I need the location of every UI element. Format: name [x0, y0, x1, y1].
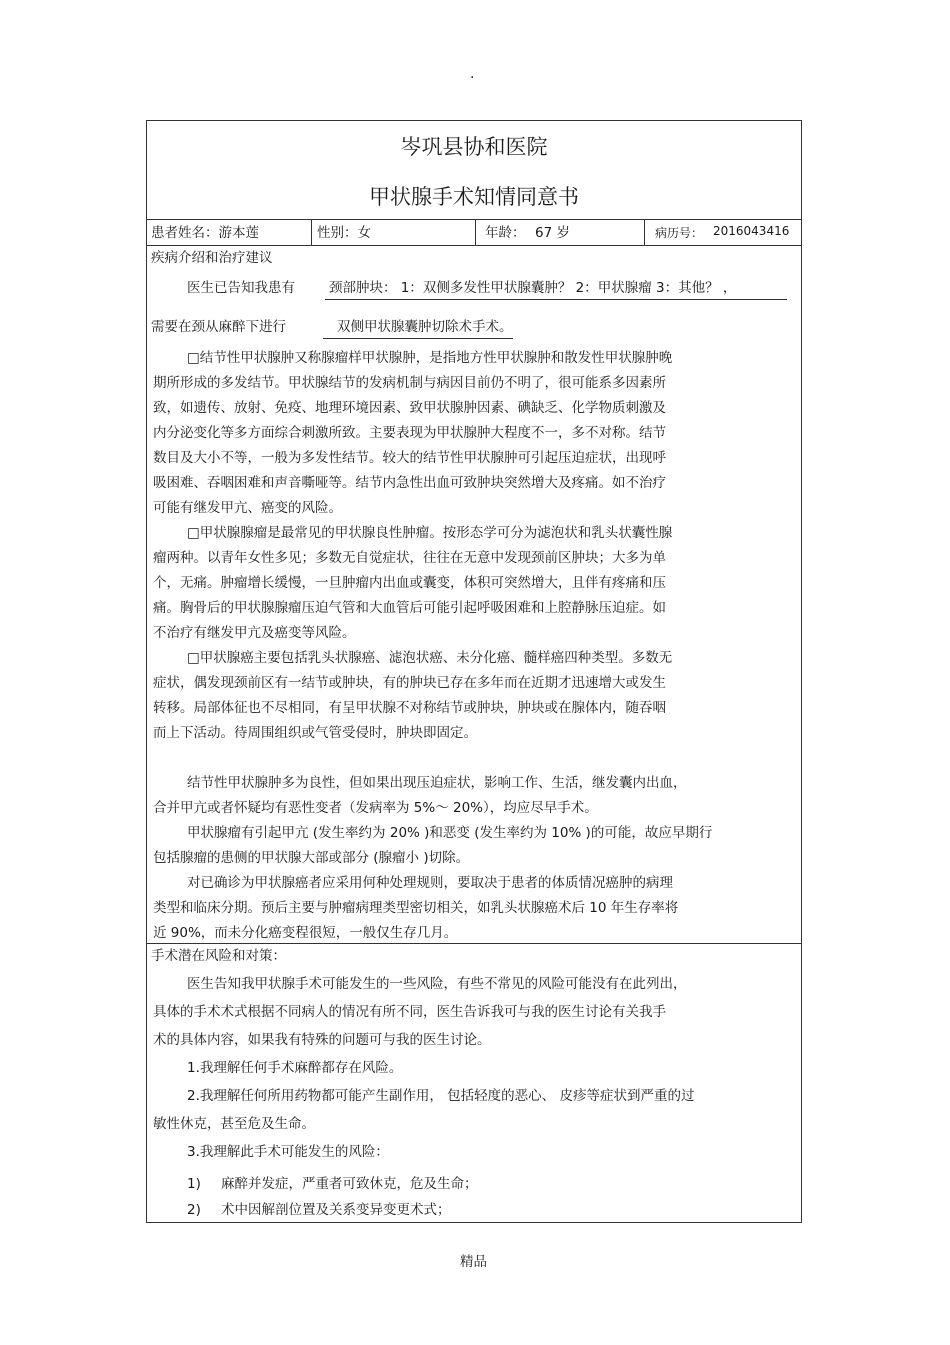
diagnosis-text: 颈部肿块： 1：双侧多发性甲状腺囊肿？ 2：甲状腺瘤 3：其他？ ， — [329, 280, 737, 296]
body-line: 痛。胸骨后的甲状腺腺瘤压迫气管和大血管后可能引起呼吸困难和上腔静脉压迫症。如 — [153, 600, 666, 616]
body-line: 包括腺瘤的患侧的甲状腺大部或部分 (腺瘤小 )切除。 — [153, 850, 470, 866]
body-line: 结节性甲状腺肿多为良性，但如果出现压迫症状，影响工作、生活，继发囊内出血， — [187, 775, 687, 791]
body-line: 而上下活动。待周围组织或气管受侵时，肿块即固定。 — [153, 725, 477, 741]
consent-form — [146, 120, 802, 1223]
record-label: 病历号： — [655, 226, 704, 240]
body-line: 不治疗有继发甲亢及癌变等风险。 — [153, 625, 356, 641]
body-line: □甲状腺腺瘤是最常见的甲状腺良性肿瘤。按形态学可分为滤泡状和乳头状囊性腺 — [187, 525, 673, 541]
body-line: 症状，偶发现颈前区有一结节或肿块，有的肿块已存在多年而在近期才迅速增大或发生 — [153, 675, 666, 691]
body-line: 合并甲亢或者怀疑均有恶性变者（发病率为 5%～ 20%），均应尽早手术。 — [153, 800, 598, 816]
body-line: 瘤两种。以青年女性多见；多数无自觉症状，往往在无意中发现颈前区肿块；大多为单 — [153, 550, 666, 566]
cell-border — [311, 219, 312, 245]
body-line: 类型和临床分期。预后主要与肿瘤病理类型密切相关，如乳头状腺癌术后 10 年生存率将 — [153, 900, 679, 916]
risk-line: 医生告知我甲状腺手术可能发生的一些风险，有些不常见的风险可能没有在此列出， — [187, 976, 687, 992]
risk-line: 1.我理解任何手术麻醉都存在风险。 — [187, 1060, 403, 1076]
age-value: 67 岁 — [535, 225, 570, 241]
divider — [147, 943, 801, 944]
risk-line: 3.我理解此手术可能发生的风险： — [187, 1144, 389, 1160]
body-line: 近 90%，而未分化癌变程很短，一般仅生存几月。 — [153, 925, 458, 941]
risk-item-text: 术中因解剖位置及关系变异变更术式； — [221, 1202, 451, 1218]
body-line: 内分泌变化等多方面综合刺激所致。主要表现为甲状腺肿大程度不一，多不对称。结节 — [153, 425, 666, 441]
age-label: 年龄： — [485, 225, 526, 241]
need-prefix: 需要在颈从麻醉下进行 — [151, 319, 286, 335]
risk-line: 术的具体内容，如果我有特殊的问题可与我的医生讨论。 — [153, 1032, 491, 1048]
footer-label: 精品 — [460, 1254, 487, 1270]
risk-heading: 手术潜在风险和对策： — [151, 948, 286, 964]
told-prefix: 医生已告知我患有 — [187, 280, 295, 296]
operation-text: 双侧甲状腺囊肿切除术手术。 — [337, 319, 513, 335]
risk-line: 敏性休克，甚至危及生命。 — [153, 1116, 315, 1132]
intro-heading: 疾病介绍和治疗建议 — [151, 250, 273, 266]
diagnosis-fill-line — [325, 299, 787, 300]
body-line: 对已确诊为甲状腺癌者应采用何种处理规则，要取决于患者的体质情况癌肿的病理 — [187, 875, 673, 891]
body-line: □甲状腺癌主要包括乳头状腺癌、滤泡状癌、未分化癌、髓样癌四种类型。多数无 — [187, 650, 673, 666]
record-number: 2016043416 — [713, 224, 790, 238]
cell-border — [475, 219, 476, 245]
body-line: 吸困难、吞咽困难和声音嘶哑等。结节内急性出血可致肿块突然增大及疼痛。如不治疗 — [153, 475, 666, 491]
hospital-name: 岑巩县协和医院 — [400, 135, 548, 159]
body-line: 甲状腺瘤有引起甲亢 (发生率约为 20% )和恶变 (发生率约为 10% )的可能，故应早期行 — [187, 825, 713, 841]
body-line: 致，如遗传、放射、免疫、地理环境因素、致甲状腺肿因素、碘缺乏、化学物质刺激及 — [153, 400, 666, 416]
patient-name: 患者姓名：游本莲 — [151, 225, 259, 241]
body-line: 可能有继发甲亢、癌变的风险。 — [153, 500, 342, 516]
risk-item-number: 1) — [187, 1176, 201, 1192]
body-line: □结节性甲状腺肿又称腺瘤样甲状腺肿，是指地方性甲状腺肿和散发性甲状腺肿晚 — [187, 350, 673, 366]
risk-line: 具体的手术术式根据不同病人的情况有所不同，医生告诉我可与我的医生讨论有关我手 — [153, 1004, 666, 1020]
body-line: 期所形成的多发结节。甲状腺结节的发病机制与病因目前仍不明了，很可能系多因素所 — [153, 375, 666, 391]
risk-item-number: 2) — [187, 1202, 201, 1218]
body-line: 转移。局部体征也不尽相同，有呈甲状腺不对称结节或肿块，肿块或在腺体内，随吞咽 — [153, 700, 666, 716]
risk-line: 2.我理解任何所用药物都可能产生副作用， 包括轻度的恶心、 皮疹等症状到严重的过 — [187, 1088, 695, 1104]
divider — [147, 245, 801, 246]
operation-fill-line — [323, 338, 513, 339]
top-mark: . — [470, 66, 475, 82]
patient-sex: 性别：女 — [317, 225, 371, 241]
body-line: 个，无痛。肿瘤增长缓慢，一旦肿瘤内出血或囊变，体积可突然增大，且伴有疼痛和压 — [153, 575, 666, 591]
cell-border — [644, 219, 645, 245]
document-title: 甲状腺手术知情同意书 — [369, 185, 579, 209]
body-line: 数目及大小不等，一般为多发性结节。较大的结节性甲状腺肿可引起压迫症状，出现呼 — [153, 450, 666, 466]
divider — [147, 219, 801, 220]
risk-item-text: 麻醉并发症，严重者可致休克，危及生命； — [221, 1176, 478, 1192]
